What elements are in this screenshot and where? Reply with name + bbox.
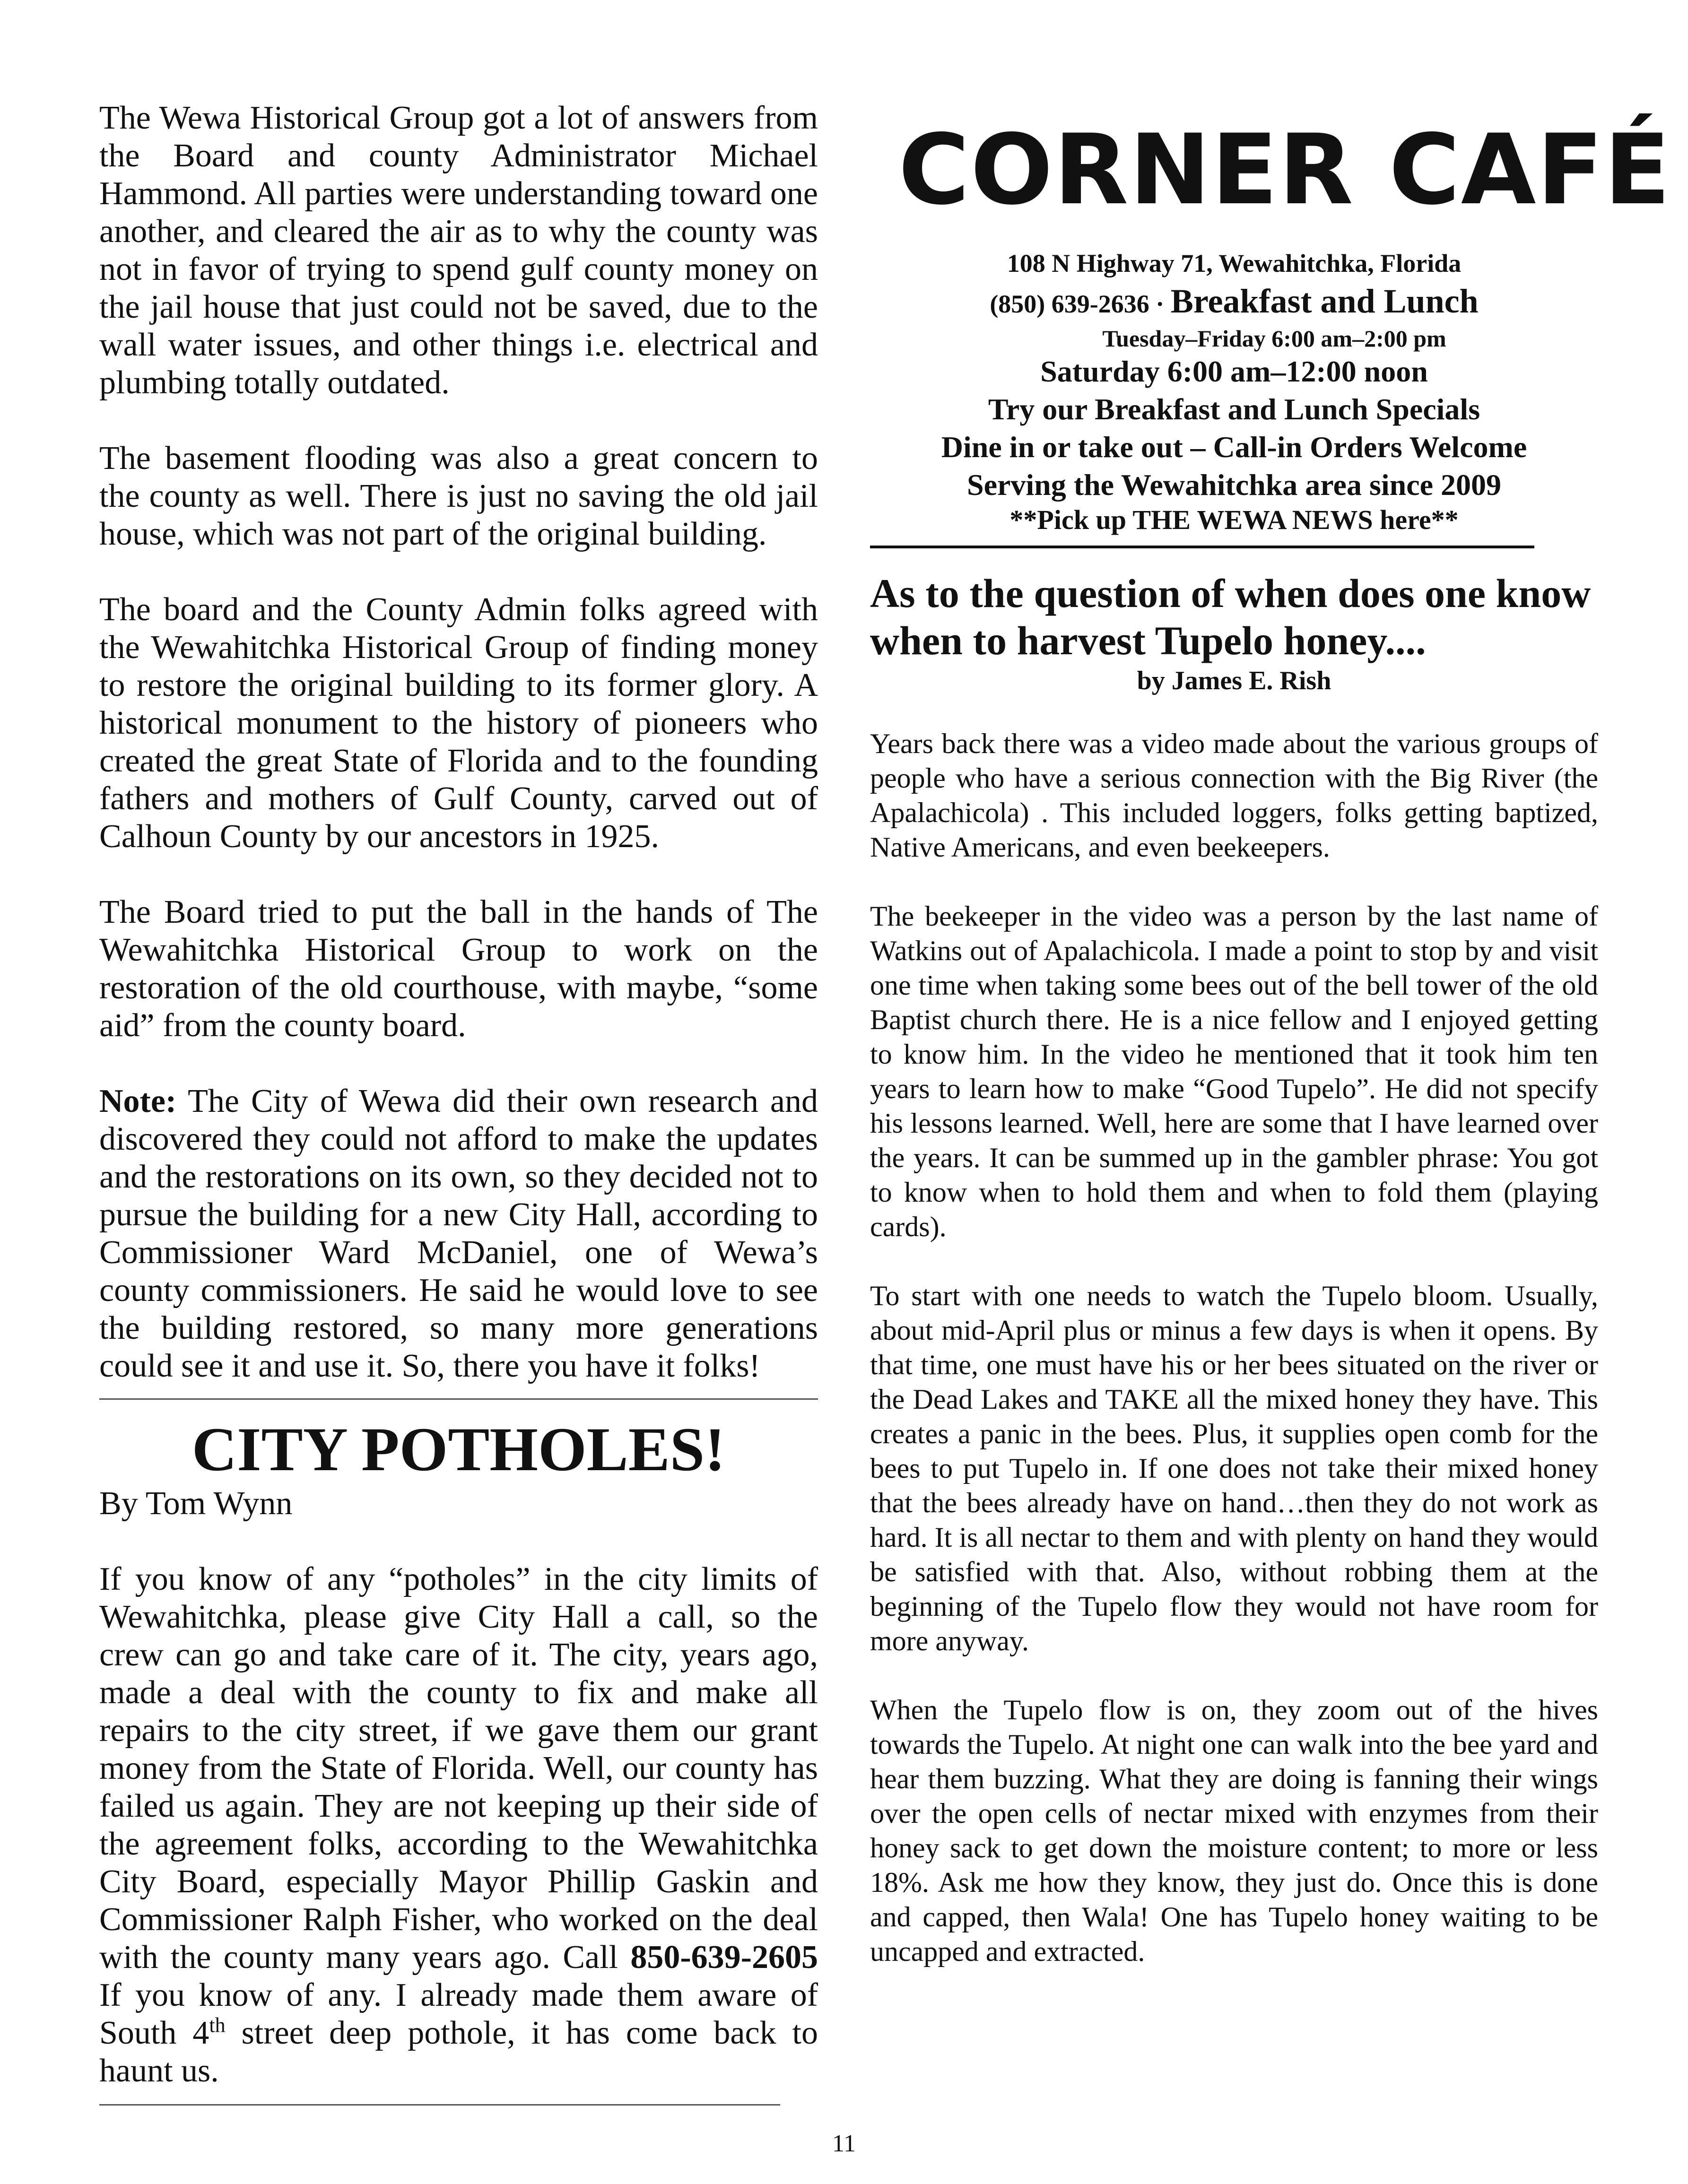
cafe-serving: Serving the Wewahitchka area since 2009 <box>966 468 1502 502</box>
cafe-orders: Dine in or take out – Call-in Orders Welcome <box>941 430 1527 464</box>
potholes-byline: By Tom Wynn <box>99 1485 293 1522</box>
cafe-news-pickup: **Pick up THE WEWA NEWS here** <box>1009 504 1459 535</box>
article-paragraph: The basement flooding was also a great concern to the county as well. There is just no saving the old jail house, which was not part of the original building. <box>99 440 818 552</box>
cafe-hours-weekday: Tuesday–Friday 6:00 am–2:00 pm <box>1102 325 1446 352</box>
article-paragraph: The Wewa Historical Group got a lot of answers from the Board and county Administrator Michael Hammond. All parties were understanding toward one another, and cleared the air as to why the county was not in favor of trying to spend gulf county money on the jail house that just could not be saved, due to the wall water issues, and other things i.e. electrical and plumbing totally outdated. <box>99 100 818 401</box>
article-paragraph: The Board tried to put the ball in the hands of The Wewahitchka Historical Group to work on the restoration of the old courthouse, with maybe, “some aid” from the county board. <box>99 894 818 1044</box>
potholes-headline: CITY POTHOLES! <box>191 1414 726 1484</box>
note-text: The City of Wewa did their own research and discovered they could not afford to make the updates and the restorations on its own, so they decided not to pursue the building for a new City Hall, according to Commissioner Ward McDaniel, one of Wewa’s county commissioners. He said he would love to see the building restored, so many more generations could see it and use it. So, there you have it folks! <box>99 1083 818 1384</box>
article-paragraph: When the Tupelo flow is on, they zoom out of the hives towards the Tupelo. At night one can walk into the bee yard and hear them buzzing. What they are doing is fanning their wings over the open cells of nectar mixed with enzymes from their honey sack to get down the moisture content; to more or less 18%. Ask me how they know, they just do. Once this is done and capped, then Wala! One has Tupelo honey waiting to be uncapped and extracted. <box>870 1694 1598 1967</box>
right-column <box>870 113 1671 2003</box>
note-paragraph <box>99 1083 818 1385</box>
honey-headline: As to the question of when does one know when to harvest Tupelo honey.... <box>870 571 1591 663</box>
cafe-specials: Try our Breakfast and Lunch Specials <box>988 392 1480 426</box>
section-divider <box>99 2104 780 2106</box>
cafe-advertisement <box>870 113 1671 548</box>
article-paragraph: The beekeeper in the video was a person by the last name of Watkins out of Apalachicola. I made a point to stop by and visit one time when taking some bees out of the bell tower of the old Baptist church there. He is a nice fellow and I enjoyed getting to know him. In the video he mentioned that it took him ten years to learn how to make “Good Tupelo”. He did not specify his lessons learned. Well, here are some that I have learned over the years. It can be summed up in the gambler phrase: You got to know when to hold them and when to fold them (playing cards). <box>870 901 1598 1242</box>
potholes-phone: 850-639-2605 <box>630 1939 818 1976</box>
honey-byline: by James E. Rish <box>1137 666 1331 695</box>
cafe-phone-line <box>870 281 1598 324</box>
article-paragraph: To start with one needs to watch the Tupelo bloom. Usually, about mid-April plus or minus a few days is when it opens. By that time, one must have his or her bees situated on the river or the Dead Lakes and TAKE all the mixed honey they have. This creates a panic in the bees. Plus, it supplies open comb for the bees to put Tupelo in. If one does not take their mixed honey that the bees already have on hand…then they do not work as hard. It is all nectar to them and with plenty on hand they would be satisfied with that. Also, without robbing them at the beginning of the Tupelo flow they would not have room for more anyway. <box>870 1280 1598 1656</box>
article-paragraph: Years back there was a video made about the various groups of people who have a serious connection with the Big River (the Apalachicola) . This included loggers, folks getting baptized, Native Americans, and even beekeepers. <box>870 728 1598 863</box>
article-paragraph: The board and the County Admin folks agreed with the Wewahitchka Historical Group of finding money to restore the original building to its former glory. A historical monument to the history of pioneers who created the great State of Florida and to the founding fathers and mothers of Gulf County, carved out of Calhoun County by our ancestors in 1925. <box>99 591 818 855</box>
cafe-name: CORNER CAFÉ <box>898 114 1671 226</box>
cafe-phone: (850) 639-2636 · <box>990 290 1171 318</box>
left-column <box>99 99 818 2106</box>
note-label: Note: <box>99 1083 177 1119</box>
page-number: 11 <box>832 2130 856 2157</box>
ad-divider <box>870 546 1534 548</box>
cafe-address: 108 N Highway 71, Wewahitchka, Florida <box>1007 249 1462 277</box>
cafe-hours-saturday: Saturday 6:00 am–12:00 noon <box>1040 355 1428 388</box>
cafe-meals: Breakfast and Lunch <box>1170 282 1479 320</box>
section-divider <box>99 1398 818 1400</box>
potholes-body: If you know of any “potholes” in the city limits of Wewahitchka, please give City Hall a call, so the crew can go and take care of it. The city, years ago, made a deal with the county to fix and make all repairs to the city street, if we gave them our grant money from the State of Florida. Well, our county has failed us again. They are not keeping up their side of the agreement folks, according to the Wewahitchka City Board, especially Mayor Phillip Gaskin and Commissioner Ralph Fisher, who worked on the deal with the county many years ago. Call 850-639-2605 If you know of any. I already made them aware of South 4th street deep pothole, it has come back to haunt us. <box>99 1561 818 2089</box>
